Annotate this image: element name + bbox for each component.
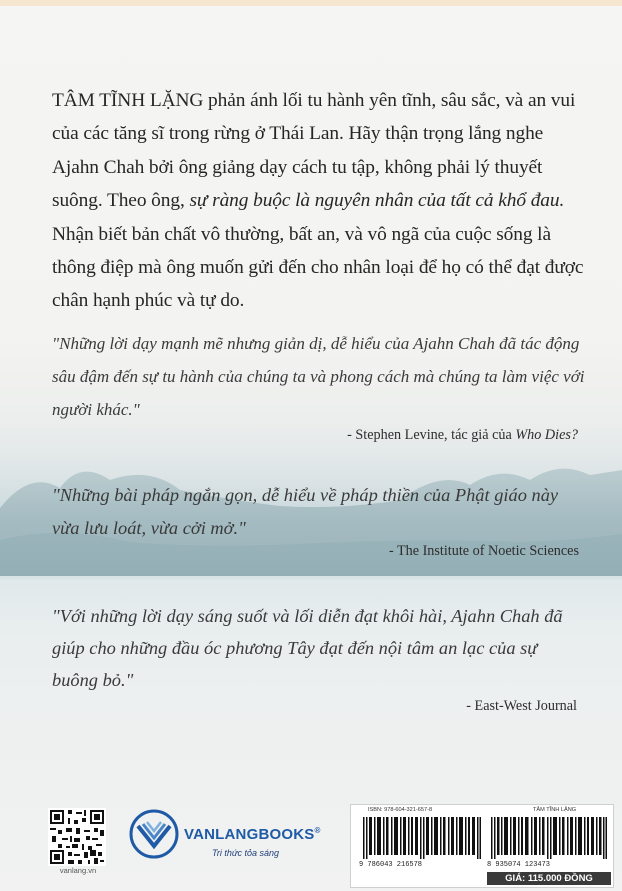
- isbn-label: ISBN: 978-604-321-657-8: [368, 807, 433, 813]
- qr-code-icon: [48, 808, 106, 866]
- publisher-name-text: VANLANGBOOKS: [184, 826, 315, 843]
- review-quote-2: "Những bài pháp ngắn gọn, dễ hiểu về pháp thiền của Phật giáo này vừa lưu loát, vừa cởi mở.": [52, 485, 559, 538]
- review-quote-1: "Những lời dạy mạnh mẽ nhưng giản dị, dễ hiểu của Ajahn Chah đã tác động sâu đậm đến sự tu hành của chúng ta và phong cách mà chúng ta làm việc với người khác.": [52, 334, 585, 419]
- top-border: [0, 0, 622, 6]
- registered-mark: ®: [314, 826, 321, 835]
- book-title-inline: TÂM TĨNH LẶNG: [52, 90, 204, 111]
- publisher-tagline: Tri thức tỏa sáng: [212, 848, 280, 858]
- book-description: [52, 84, 587, 318]
- price-barcode-icon: [491, 817, 607, 859]
- price-label: GIÁ: 115.000 ĐỒNG: [487, 872, 611, 885]
- publisher-name: [184, 826, 321, 843]
- review-attribution-2: - The Institute of Noetic Sciences: [388, 543, 579, 559]
- publisher-logo-icon: [128, 808, 180, 860]
- description-emphasis: sự ràng buộc là nguyên nhân của tất cả khổ đau.: [189, 190, 565, 212]
- review-quote-3: "Với những lời dạy sáng suốt và lối diễn đạt khôi hài, Ajahn Chah đã giúp cho những đầu óc phương Tây đạt đến nội tâm an lạc của sự buông bỏ.": [52, 606, 563, 690]
- barcode-title-label: TÂM TĨNH LẶNG: [533, 807, 577, 813]
- attribution-work-title: Who Dies?: [515, 427, 578, 443]
- isbn-barcode-icon: [363, 817, 481, 859]
- description-text-1: phản ánh lối tu hành yên tĩnh, sâu sắc, và an vui của các tăng sĩ trong rừng ở Thái Lan. Hãy thận trọng lắng nghe Ajahn Chah bởi ông giảng dạy cách tu tập, không phải lý thuyết suông. Theo ông,: [52, 90, 576, 212]
- isbn-barcode-number: 9 786043 216578: [359, 861, 423, 869]
- review-attribution-3: - East-West Journal: [466, 698, 577, 714]
- price-barcode-number: 8 935074 123473: [487, 861, 551, 869]
- attribution-text-1: - Stephen Levine, tác giả của: [347, 427, 516, 443]
- qr-caption: vanlang.vn: [59, 866, 97, 875]
- barcode-panel: [350, 804, 614, 888]
- review-attribution-1: [347, 427, 578, 444]
- description-text-2: Nhận biết bản chất vô thường, bất an, và vô ngã của cuộc sống là thông điệp mà ông muốn gửi đến cho nhân loại để họ có thể đạt được chân hạnh phúc và tự do.: [52, 223, 584, 312]
